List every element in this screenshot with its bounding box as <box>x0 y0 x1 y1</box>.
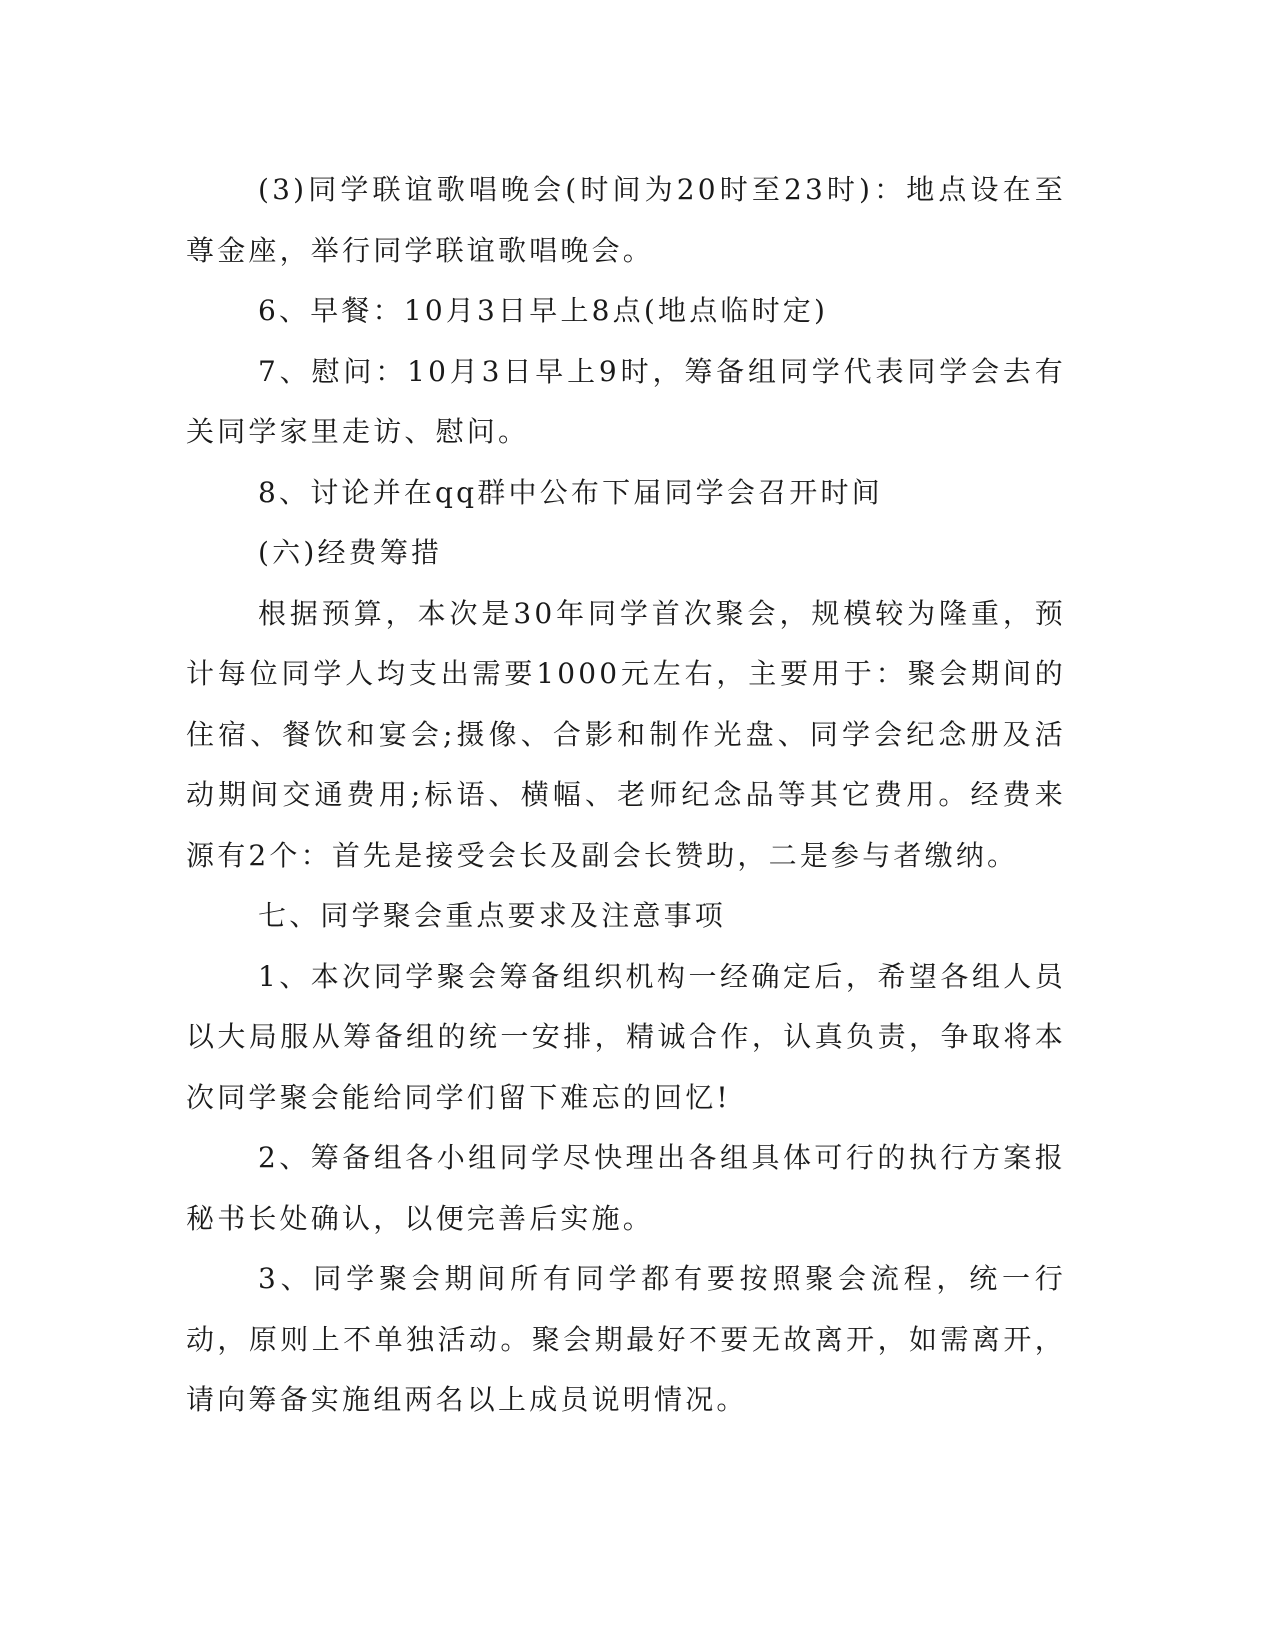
paragraph-breakfast: 6、早餐：10月3日早上8点(地点临时定) <box>258 294 829 327</box>
paragraph-requirement-1: 1、本次同学聚会筹备组织机构一经确定后，希望各组人员以大局服从筹备组的统一安排，精诚合作，认真负责，争取将本次同学聚会能给同学们留下难忘的回忆! <box>186 959 1066 1114</box>
paragraph-requirement-3: 3、同学聚会期间所有同学都有要按照聚会流程，统一行动，原则上不单独活动。聚会期最好不要无故离开，如需离开，请向筹备实施组两名以上成员说明情况。 <box>186 1262 1066 1416</box>
paragraph-visit: 7、慰问：10月3日早上9时，筹备组同学代表同学会去有关同学家里走访、慰问。 <box>186 354 1066 448</box>
section-heading-funding: (六)经费筹措 <box>258 536 443 569</box>
paragraph-evening-party: (3)同学联谊歌唱晚会(时间为20时至23时)：地点设在至尊金座，举行同学联谊歌唱晚会。 <box>186 173 1066 267</box>
paragraph-requirement-2: 2、筹备组各小组同学尽快理出各组具体可行的执行方案报秘书长处确认，以便完善后实施。 <box>186 1141 1066 1235</box>
document-body <box>186 160 1066 1431</box>
section-heading-requirements: 七、同学聚会重点要求及注意事项 <box>258 899 727 932</box>
paragraph-budget: 根据预算，本次是30年同学首次聚会，规模较为隆重，预计每位同学人均支出需要1000元左右，主要用于：聚会期间的住宿、餐饮和宴会;摄像、合影和制作光盘、同学会纪念册及活动期间交通费用;标语、横幅、老师纪念品等其它费用。经费来源有2个：首先是接受会长及副会长赞助，二是参与者缴纳。 <box>186 596 1066 872</box>
paragraph-next-reunion: 8、讨论并在qq群中公布下届同学会召开时间 <box>258 475 883 509</box>
